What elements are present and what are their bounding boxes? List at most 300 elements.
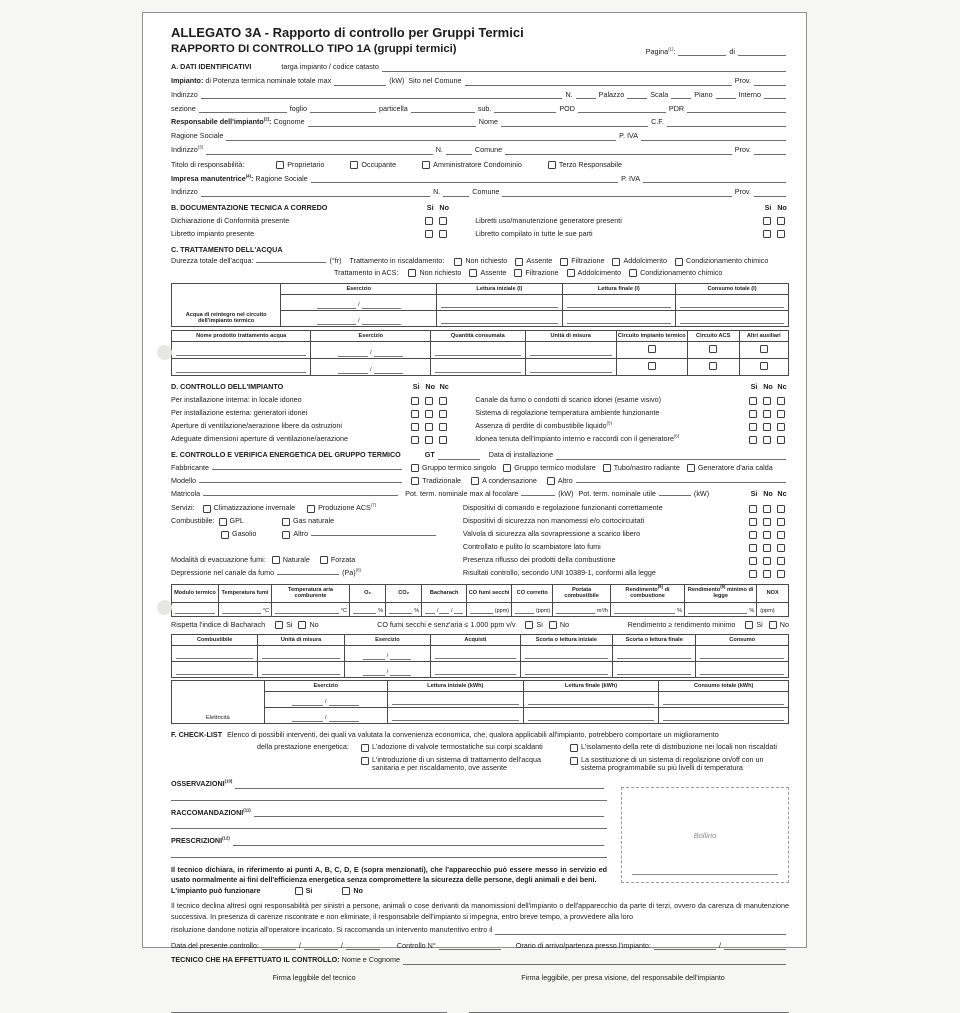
d-item: Per installazione interna: in locale idoneo — [171, 395, 302, 405]
consumo-cell[interactable] — [676, 295, 789, 311]
bollino-label: Bollino — [693, 830, 717, 840]
scorta-finale-cell[interactable] — [613, 661, 696, 677]
modello-label: Modello — [171, 476, 197, 486]
no-header: No — [763, 382, 773, 392]
co-fumi-secchi-cell[interactable]: (ppm) — [467, 602, 512, 616]
checkbox-climatizzazione[interactable] — [203, 505, 211, 513]
section-b-title: B. DOCUMENTAZIONE TECNICA A CORREDO — [171, 203, 328, 213]
n-label: N. — [433, 187, 441, 197]
checkbox-tradizionale[interactable] — [411, 477, 419, 485]
checkbox-no[interactable] — [439, 230, 447, 238]
controllo-n-label: Controllo N° — [396, 940, 436, 950]
tradizionale-label: Tradizionale — [422, 476, 462, 486]
checkbox-si[interactable] — [275, 621, 283, 629]
prov-label: Prov. — [734, 145, 752, 155]
checkbox-condensazione[interactable] — [471, 477, 479, 485]
co2-cell[interactable]: % — [386, 602, 422, 616]
firma-responsabile-label: Firma leggibile, per presa visione, del responsabile dell'impianto — [521, 973, 725, 983]
data-line[interactable] — [262, 947, 296, 950]
checkbox-nc[interactable] — [439, 410, 447, 418]
pdr-label: PDR — [668, 103, 685, 113]
combustibile-cell[interactable] — [172, 661, 258, 677]
checkbox-no[interactable] — [763, 397, 771, 405]
pot-max-line[interactable] — [521, 493, 555, 496]
checkbox-si[interactable] — [411, 397, 419, 405]
libretto-compilato-label: Libretto compilato in tutte le sue parti — [475, 229, 593, 239]
pagina-di-line[interactable] — [738, 53, 786, 56]
checkbox-tubo-radiante[interactable] — [603, 464, 611, 472]
n-line[interactable] — [576, 96, 596, 99]
filtrazione-label: Filtrazione — [571, 256, 605, 266]
checkbox-gt-modulare[interactable] — [503, 464, 511, 472]
checkbox-si[interactable] — [763, 217, 771, 225]
checkbox[interactable] — [709, 345, 717, 353]
checkbox-no[interactable] — [763, 531, 771, 539]
dichiarazione-conformita-label: Dichiarazione di Conformità presente — [171, 216, 290, 226]
cf-line[interactable] — [667, 124, 786, 127]
osservazioni-line-2[interactable] — [171, 799, 607, 801]
depressione-line[interactable] — [277, 572, 339, 575]
checkbox-si[interactable] — [749, 397, 757, 405]
checkbox-gt-singolo[interactable] — [411, 464, 419, 472]
scorta-iniziale-cell[interactable] — [520, 645, 613, 661]
checkbox-si[interactable] — [749, 570, 757, 578]
checkbox-si[interactable] — [411, 410, 419, 418]
prov-line[interactable] — [754, 152, 786, 155]
impresa-piva-line[interactable] — [643, 180, 786, 183]
cf-label: C.F. — [651, 117, 664, 127]
col-nox: NOX — [757, 585, 789, 603]
checkbox-no[interactable] — [425, 397, 433, 405]
col-bacharach: Bacharach — [422, 585, 467, 603]
comune-line[interactable] — [465, 83, 732, 86]
scorta-finale-cell[interactable] — [613, 645, 696, 661]
e-item: Risultati controllo, secondo UNI 10389-1, conformi alla legge — [462, 568, 656, 578]
palazzo-line[interactable] — [627, 96, 647, 99]
elettricita-table — [171, 680, 789, 724]
prov-label: Prov. — [734, 75, 751, 85]
nc-header: Nc — [439, 382, 449, 392]
checkbox-nc[interactable] — [777, 397, 785, 405]
checkbox-si[interactable] — [411, 436, 419, 444]
interno-label: Interno — [738, 89, 761, 99]
checkbox-gas-naturale[interactable] — [282, 518, 290, 526]
altro-line[interactable] — [576, 480, 786, 483]
checkbox-no[interactable] — [777, 230, 785, 238]
prov-line[interactable] — [754, 194, 786, 197]
checkbox-nc[interactable] — [777, 570, 785, 578]
checkbox-si[interactable] — [295, 887, 303, 895]
si-label: Si — [536, 619, 543, 629]
checkbox-altro[interactable] — [547, 477, 555, 485]
checkbox-terzo-responsabile[interactable] — [548, 161, 556, 169]
ragione-sociale-label: Ragione Sociale — [171, 131, 224, 141]
pod-label: POD — [559, 103, 575, 113]
consumo-cell[interactable] — [676, 311, 789, 327]
misure-combustione-table — [171, 584, 789, 617]
checkbox-si[interactable] — [425, 217, 433, 225]
esercizio-cell[interactable]: / — [311, 359, 431, 376]
col-modulo-termico: Modulo termico — [172, 585, 219, 603]
impresa-comune-line[interactable] — [502, 194, 731, 197]
checkbox-si[interactable] — [425, 230, 433, 238]
piano-line[interactable] — [716, 96, 736, 99]
e-item: Valvola di sicurezza alla sovrapressione a scarico libero — [462, 529, 641, 539]
di-label: di — [729, 46, 735, 56]
nome-line[interactable] — [501, 124, 648, 127]
intervento-manutentivo-line[interactable] — [495, 932, 786, 935]
checkbox-nc[interactable] — [777, 544, 785, 552]
checkbox-condizionamento[interactable] — [675, 258, 683, 266]
col-unita: Unità di misura — [258, 634, 344, 645]
piva-line[interactable] — [641, 138, 786, 141]
lettura-iniziale-cell[interactable] — [437, 311, 562, 327]
checkbox-produzione-acs[interactable] — [307, 505, 315, 513]
checkbox-no[interactable] — [342, 887, 350, 895]
checkbox-valvole-termostatiche[interactable] — [361, 744, 369, 752]
checkbox-assente[interactable] — [469, 269, 477, 277]
nome-prodotto-cell[interactable] — [172, 359, 311, 376]
checkbox-si[interactable] — [525, 621, 533, 629]
d-item: Per installazione esterna: generatori idonei — [171, 408, 308, 418]
d-item: Aperture di ventilazione/aerazione libere da ostruzioni — [171, 421, 343, 431]
firma-tecnico-line[interactable] — [171, 1010, 447, 1013]
responsabile-label: Responsabile dell'impianto$^{(2)}$: — [171, 117, 272, 127]
addolcimento-label: Addolcimento — [623, 256, 668, 266]
consumo-cell[interactable] — [659, 692, 789, 708]
checkbox-nc[interactable] — [439, 436, 447, 444]
orario-line[interactable] — [654, 947, 716, 950]
checkbox-nc[interactable] — [777, 410, 785, 418]
checkbox-no[interactable] — [425, 423, 433, 431]
indirizzo3-line[interactable] — [206, 152, 433, 155]
scorta-iniziale-cell[interactable] — [520, 661, 613, 677]
checkbox-condizionamento[interactable] — [629, 269, 637, 277]
non-richiesto-label: Non richiesto — [419, 268, 462, 278]
si-label: Si — [756, 619, 763, 629]
esercizio-cell[interactable]: / — [264, 692, 387, 708]
lettura-finale-cell[interactable] — [562, 295, 676, 311]
checkbox-si[interactable] — [749, 436, 757, 444]
data-installazione-line[interactable] — [556, 457, 786, 460]
col-circuito-termico: Circuito impianto termico — [616, 331, 687, 342]
si-header: Si — [750, 489, 758, 499]
ragione-sociale-line[interactable] — [226, 138, 616, 141]
consumo-cell[interactable] — [696, 645, 789, 661]
checkbox-si[interactable] — [763, 230, 771, 238]
lettura-iniziale-cell[interactable] — [387, 692, 523, 708]
tubo-radiante-label: Tubo/nastro radiante — [613, 463, 680, 473]
checkbox[interactable] — [760, 345, 768, 353]
prescrizioni-line[interactable] — [233, 843, 604, 846]
checkbox-nc[interactable] — [439, 423, 447, 431]
lettura-iniziale-cell[interactable] — [387, 708, 523, 724]
regolazione-onoff-label: La sostituzione di un sistema di regolazione on/off con un sistema programmabile su più livelli di temperatura — [581, 754, 764, 773]
pod-line[interactable] — [578, 110, 666, 113]
col-rendimento-combustione: Rendimento$^{(9)}$ di combustione — [610, 585, 684, 603]
d-item: Adeguate dimensioni aperture di ventilazione/aerazione — [171, 434, 349, 444]
checkbox-nc[interactable] — [777, 531, 785, 539]
form-title: ALLEGATO 3A - Rapporto di controllo per Gruppi Termici — [171, 25, 524, 40]
controllo-n-line[interactable] — [439, 947, 501, 950]
kw-label: (kW) — [693, 489, 710, 499]
checkbox-no[interactable] — [763, 518, 771, 526]
checkbox-addolcimento[interactable] — [612, 258, 620, 266]
checkbox-gasolio[interactable] — [221, 531, 229, 539]
checkbox-non-richiesto[interactable] — [454, 258, 462, 266]
e-item: Dispositivi di comando e regolazione funzionanti correttamente — [462, 503, 663, 513]
potenza-line[interactable] — [334, 83, 386, 86]
temperatura-aria-cell[interactable]: °C — [272, 602, 350, 616]
checkbox-filtrazione[interactable] — [514, 269, 522, 277]
pagina-line[interactable] — [678, 53, 726, 56]
raccomandazioni-line-2[interactable] — [171, 827, 607, 829]
nc-header: Nc — [777, 382, 787, 392]
checkbox-no[interactable] — [777, 217, 785, 225]
co-corretto-cell[interactable]: (ppm) — [512, 602, 553, 616]
col-unita: Unità di misura — [525, 331, 616, 342]
indirizzo-line[interactable] — [201, 96, 563, 99]
lettura-finale-cell[interactable] — [523, 692, 659, 708]
col-temperatura-aria: Temperatura aria comburente — [272, 585, 350, 603]
firma-responsabile-line[interactable] — [469, 1010, 789, 1013]
gt-line[interactable] — [438, 457, 480, 460]
col-scorta-iniziale: Scorta o lettura iniziale — [520, 634, 613, 645]
checkbox[interactable] — [648, 345, 656, 353]
checkbox-no[interactable] — [439, 217, 447, 225]
bacharach-cell[interactable]: / / — [422, 602, 467, 616]
targa-line[interactable] — [382, 69, 786, 72]
checkbox-nc[interactable] — [777, 423, 785, 431]
nome-cognome-label: Nome e Cognome — [341, 955, 400, 965]
sub-line[interactable] — [494, 110, 556, 113]
lettura-iniziale-cell[interactable] — [437, 295, 562, 311]
impresa-indirizzo-line[interactable] — [201, 194, 430, 197]
checkbox-si[interactable] — [749, 531, 757, 539]
checkbox-filtrazione[interactable] — [560, 258, 568, 266]
unita-cell[interactable] — [258, 661, 344, 677]
gas-naturale-label: Gas naturale — [292, 516, 335, 526]
isolamento-rete-label: L'isolamento della rete di distribuzione nei locali non riscaldati — [581, 742, 777, 752]
temperatura-fumi-cell[interactable]: °C — [218, 602, 271, 616]
comune-label: Comune — [474, 145, 503, 155]
raccomandazioni-line[interactable] — [254, 814, 604, 817]
e-item: Presenza riflusso dei prodotti della combustione — [462, 555, 616, 565]
checkbox[interactable] — [760, 362, 768, 370]
checkbox-nc[interactable] — [777, 505, 785, 513]
fabbricante-line[interactable] — [212, 467, 402, 470]
checkbox-altro-combustibile[interactable] — [282, 531, 290, 539]
checkbox-si[interactable] — [745, 621, 753, 629]
checkbox-no[interactable] — [425, 436, 433, 444]
nc-header: Nc — [777, 489, 787, 499]
checkbox-si[interactable] — [749, 557, 757, 565]
filtrazione-label: Filtrazione — [525, 268, 559, 278]
checkbox-nc[interactable] — [439, 397, 447, 405]
osservazioni-line[interactable] — [235, 786, 604, 789]
bollino-box — [621, 787, 789, 883]
modulo-termico-cell[interactable] — [172, 602, 219, 616]
checkbox-forzata[interactable] — [320, 556, 328, 564]
checkbox-no[interactable] — [769, 621, 777, 629]
quantita-cell[interactable] — [431, 342, 525, 359]
checkbox-isolamento-rete[interactable] — [570, 744, 578, 752]
rendimento-question-label: Rendimento ≥ rendimento minimo — [627, 619, 736, 629]
esercizio-cell[interactable]: / — [264, 708, 387, 724]
checkbox-proprietario[interactable] — [276, 161, 284, 169]
assente-label: Assente — [480, 268, 507, 278]
nome-cognome-line[interactable] — [403, 962, 786, 965]
checkbox-generatore-aria[interactable] — [687, 464, 695, 472]
servizi-label: Servizi: — [171, 503, 195, 513]
kw-label: (kW) — [389, 75, 405, 85]
pdr-line[interactable] — [687, 110, 786, 113]
checkbox-naturale[interactable] — [272, 556, 280, 564]
unita-cell[interactable] — [525, 359, 616, 376]
n-line[interactable] — [443, 194, 469, 197]
nox-cell[interactable]: (ppm) — [757, 602, 789, 616]
rendimento-minimo-cell[interactable]: % — [685, 602, 757, 616]
si-header: Si — [426, 203, 434, 213]
no-header: No — [763, 489, 773, 499]
circuito-acs-cell — [687, 359, 739, 376]
checkbox-gpl[interactable] — [219, 518, 227, 526]
durezza-line[interactable] — [256, 260, 326, 263]
d-item: Assenza di perdite di combustibile liquido$^{(5)}$ — [475, 421, 612, 431]
acquisti-cell[interactable] — [431, 645, 520, 661]
o2-cell[interactable]: % — [350, 602, 386, 616]
indirizzo-label: Indirizzo — [171, 89, 198, 99]
declinazione-responsabilita: Il tecnico declina altresì ogni responsabilità per sinistri a persone, animali o cose derivanti da manomissioni dell'impianto o dell'apparecchio da parte di terzi, ovvero da carenza di manutenzione successiva. In presenza di carenze riscontrate e non eliminate, il responsabile dell'impianto si impegna, entro breve tempo, a provvedere alla loro — [171, 900, 789, 921]
lettura-finale-cell[interactable] — [523, 708, 659, 724]
punch-hole-top — [157, 345, 172, 360]
nome-prodotto-cell[interactable] — [172, 342, 311, 359]
impresa-ragione-line[interactable] — [311, 180, 618, 183]
d-item: Idonea tenuta dell'impianto interno e raccordi con il generatore$^{(6)}$ — [475, 434, 680, 444]
esercizio-cell[interactable]: / — [281, 311, 437, 327]
esercizio-cell[interactable]: / — [344, 661, 430, 677]
prov-line[interactable] — [754, 83, 786, 86]
checkbox-addolcimento[interactable] — [567, 269, 575, 277]
acquisti-cell[interactable] — [431, 661, 520, 677]
pot-utile-line[interactable] — [659, 493, 691, 496]
prescrizioni-label: PRESCRIZIONI$^{(12)}$ — [171, 835, 230, 846]
section-a-title: A. DATI IDENTIFICATIVI — [171, 62, 252, 72]
lettura-finale-cell[interactable] — [562, 311, 676, 327]
sezione-line[interactable] — [199, 110, 287, 113]
checkbox-no[interactable] — [763, 570, 771, 578]
checkbox-si[interactable] — [749, 518, 757, 526]
checkbox-no[interactable] — [298, 621, 306, 629]
comune-line[interactable] — [505, 152, 732, 155]
checkbox-regolazione-onoff[interactable] — [570, 757, 578, 765]
checkbox-occupante[interactable] — [350, 161, 358, 169]
esercizio-cell[interactable]: / — [281, 295, 437, 311]
consumo-cell[interactable] — [659, 708, 789, 724]
piano-label: Piano — [694, 89, 713, 99]
quantita-cell[interactable] — [431, 359, 525, 376]
consumo-cell[interactable] — [696, 661, 789, 677]
checkbox-assente[interactable] — [515, 258, 523, 266]
raccomandazioni-label: RACCOMANDAZIONI$^{(11)}$ — [171, 807, 251, 817]
checkbox-no[interactable] — [763, 423, 771, 431]
portata-combustibile-cell[interactable]: m³/h — [553, 602, 611, 616]
form-page — [142, 12, 807, 983]
col-altri-ausiliari: Altri ausiliari — [739, 331, 788, 342]
checkbox-no[interactable] — [763, 436, 771, 444]
checkbox-no[interactable] — [549, 621, 557, 629]
matricola-label: Matricola — [171, 489, 201, 499]
particella-line[interactable] — [411, 110, 475, 113]
checkbox-nc[interactable] — [777, 557, 785, 565]
esercizio-cell[interactable]: / — [311, 342, 431, 359]
checkbox-nc[interactable] — [777, 436, 785, 444]
sezione-label: sezione — [171, 103, 196, 113]
unita-cell[interactable] — [525, 342, 616, 359]
orario-line-2[interactable] — [724, 947, 786, 950]
fabbricante-label: Fabbricante — [171, 463, 209, 473]
checkbox[interactable] — [709, 362, 717, 370]
scala-line[interactable] — [671, 96, 691, 99]
prescrizioni-line-2[interactable] — [171, 856, 607, 858]
proprietario-label: Proprietario — [287, 159, 325, 169]
circuito-acs-cell — [687, 342, 739, 359]
n-label: N. — [435, 145, 443, 155]
checkbox-amministratore[interactable] — [422, 161, 430, 169]
matricola-line[interactable] — [203, 493, 398, 496]
checkbox-non-richiesto[interactable] — [408, 269, 416, 277]
n-line[interactable] — [446, 152, 472, 155]
data-line[interactable] — [346, 947, 380, 950]
checkbox-nc[interactable] — [777, 518, 785, 526]
targa-label: targa impianto / codice catasto — [281, 62, 379, 72]
foglio-line[interactable] — [310, 110, 376, 113]
col-consumo: Consumo — [696, 634, 789, 645]
libretti-uso-label: Libretti uso/manutenzione generatore presenti — [475, 216, 622, 226]
checkbox-no[interactable] — [425, 410, 433, 418]
sub-label: sub. — [477, 103, 492, 113]
checkbox-no[interactable] — [763, 557, 771, 565]
col-esercizio: Esercizio — [344, 634, 430, 645]
col-esercizio: Esercizio — [264, 680, 387, 691]
modello-line[interactable] — [199, 480, 402, 483]
tecnico-label: TECNICO CHE HA EFFETTUATO IL CONTROLLO: — [171, 955, 340, 965]
esercizio-cell[interactable]: / — [344, 645, 430, 661]
checkbox-si[interactable] — [749, 423, 757, 431]
d-item: Sistema di regolazione temperatura ambiente funzionante — [475, 408, 660, 418]
unita-cell[interactable] — [258, 645, 344, 661]
acqua-reintegro-table — [171, 283, 789, 327]
altro-combustibile-line[interactable] — [311, 533, 436, 536]
rendimento-combustione-cell[interactable]: % — [610, 602, 684, 616]
checkbox-no[interactable] — [763, 505, 771, 513]
checkbox-si[interactable] — [749, 544, 757, 552]
checkbox-trattamento-acqua[interactable] — [361, 757, 369, 765]
checkbox-si[interactable] — [749, 505, 757, 513]
checkbox-no[interactable] — [763, 410, 771, 418]
checkbox-si[interactable] — [749, 410, 757, 418]
si-label: Si — [286, 619, 293, 629]
condizionamento-label: Condizionamento chimico — [686, 256, 769, 266]
checkbox[interactable] — [648, 362, 656, 370]
interno-line[interactable] — [764, 96, 786, 99]
naturale-label: Naturale — [282, 554, 310, 564]
data-line[interactable] — [304, 947, 338, 950]
cognome-line[interactable] — [308, 124, 476, 127]
checkbox-si[interactable] — [411, 423, 419, 431]
combustibile-cell[interactable] — [172, 645, 258, 661]
checkbox-no[interactable] — [763, 544, 771, 552]
